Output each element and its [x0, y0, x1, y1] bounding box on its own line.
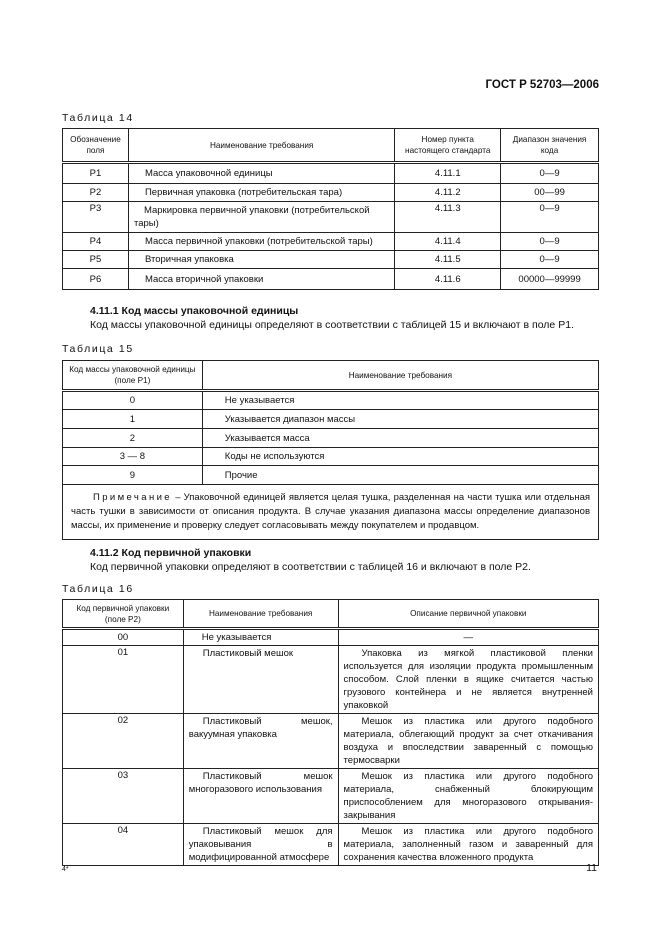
- table-cell: 9: [63, 466, 203, 485]
- table-cell: 4.11.6: [395, 269, 501, 290]
- table-row: [63, 202, 599, 233]
- page-number: 11: [586, 862, 597, 874]
- note-text: – Упаковочной единицей является целая тушка, разделенная на части тушка или отдельная часть тушки в зависимости от описания продукта. В случае указания диапазона массы определение диапазонов массы, их применение и проверку следует согласовывать между покупателем и продавцом.: [71, 492, 590, 531]
- table15-header: Код массы упаковочной единицы (поле P1): [63, 361, 203, 391]
- table-row: [63, 163, 599, 184]
- table-row: [63, 824, 599, 866]
- table15-note: [63, 485, 599, 540]
- table-cell: 3 — 8: [63, 448, 203, 466]
- section-title: 4.11.2 Код первичной упаковки: [90, 547, 252, 559]
- table-row: [63, 184, 599, 202]
- table-cell: 4.11.2: [395, 184, 501, 202]
- footer-sheet-mark: 4*: [62, 866, 69, 873]
- table-cell: 4.11.5: [395, 251, 501, 269]
- document-header: ГОСТ Р 52703—2006: [485, 79, 599, 91]
- note-label: Примечание: [93, 492, 172, 503]
- table-cell: Пластиковый мешок многоразового использования: [183, 769, 338, 824]
- table-row: [63, 646, 599, 714]
- section-text: Код массы упаковочной единицы определяют в соответствии с таблицей 15 и включают в поле P1.: [90, 319, 574, 331]
- table-cell: Указывается масса: [202, 429, 598, 448]
- table-row: [63, 429, 599, 448]
- table-cell: 1: [63, 410, 203, 429]
- table-cell: Мешок из пластика или другого подобного материала, снабженный блокирующим приспособлением для многоразового открывания-закрывания: [338, 769, 598, 824]
- table-cell: 00000—99999: [501, 269, 599, 290]
- table-note-row: [63, 485, 599, 540]
- table-cell: 04: [63, 824, 184, 866]
- table15: [62, 360, 599, 540]
- table-row: [63, 391, 599, 410]
- table-row: [63, 269, 599, 290]
- table-cell: 0—9: [501, 251, 599, 269]
- table16-caption: Таблица 16: [62, 583, 134, 595]
- table-cell: P3: [63, 202, 129, 233]
- table-cell: Вторичная упаковка: [128, 251, 394, 269]
- table14: [62, 128, 599, 290]
- table-cell: 00: [63, 629, 184, 646]
- table-cell: Указывается диапазон массы: [202, 410, 598, 429]
- table-cell: Пластиковый мешок, вакуумная упаковка: [183, 714, 338, 769]
- table16-header: Код первичной упаковки (поле P2): [63, 600, 184, 629]
- table-cell: 00—99: [501, 184, 599, 202]
- table-row: [63, 251, 599, 269]
- table-cell: Коды не используются: [202, 448, 598, 466]
- table16-header: Наименование требования: [183, 600, 338, 629]
- table-cell: P5: [63, 251, 129, 269]
- table-cell: Масса вторичной упаковки: [128, 269, 394, 290]
- table-cell: Пластиковый мешок для упаковывания в модифицированной атмосфере: [183, 824, 338, 866]
- table-cell: Не указывается: [183, 629, 338, 646]
- table-cell: P2: [63, 184, 129, 202]
- table16: [62, 599, 599, 866]
- table-cell: 01: [63, 646, 184, 714]
- table-cell: Масса упаковочной единицы: [128, 163, 394, 184]
- table-cell: Пластиковый мешок: [183, 646, 338, 714]
- table-cell: Первичная упаковка (потребительская тара): [128, 184, 394, 202]
- table14-caption: Таблица 14: [62, 112, 134, 124]
- table-cell: Масса первичной упаковки (потребительской тары): [128, 233, 394, 251]
- table-cell: Не указывается: [202, 391, 598, 410]
- table-cell: 4.11.1: [395, 163, 501, 184]
- table-row: [63, 714, 599, 769]
- table-cell: 02: [63, 714, 184, 769]
- section-text: Код первичной упаковки определяют в соответствии с таблицей 16 и включают в поле P2.: [90, 561, 531, 573]
- table-row: [63, 448, 599, 466]
- table16-header: Описание первичной упаковки: [338, 600, 598, 629]
- table-cell: 0—9: [501, 233, 599, 251]
- table-cell: Прочие: [202, 466, 598, 485]
- table-row: [63, 410, 599, 429]
- table-cell: Маркировка первичной упаковки (потребительской тары): [128, 202, 394, 233]
- table14-header: Номер пункта настоящего стандарта: [395, 129, 501, 163]
- table-row: [63, 233, 599, 251]
- table-cell: Упаковка из мягкой пластиковой пленки используется для изоляции продукта промышленным способом. Слой пленки в ящике считается частью грузового контейнера и не является внутренней упаковкой: [338, 646, 598, 714]
- table14-header: Наименование требования: [128, 129, 394, 163]
- table-cell: P4: [63, 233, 129, 251]
- table-cell: Мешок из пластика или другого подобного материала, заполненный газом и заваренный для сохранения качества вложенного продукта: [338, 824, 598, 866]
- table-row: [63, 466, 599, 485]
- table-cell: P6: [63, 269, 129, 290]
- table-cell: Мешок из пластика или другого подобного материала, облегающий продукт за счет откачивания воздуха и впоследствии заваренный с помощью термосварки: [338, 714, 598, 769]
- section-title: 4.11.1 Код массы упаковочной единицы: [90, 305, 299, 317]
- table-cell: 2: [63, 429, 203, 448]
- table-cell: 0—9: [501, 163, 599, 184]
- table-row: [63, 769, 599, 824]
- table15-header: Наименование требования: [202, 361, 598, 391]
- table14-header: Обозначение поля: [63, 129, 129, 163]
- table-cell: 03: [63, 769, 184, 824]
- table-cell: 0—9: [501, 202, 599, 233]
- table15-caption: Таблица 15: [62, 343, 134, 355]
- table-cell: —: [338, 629, 598, 646]
- table-cell: 4.11.3: [395, 202, 501, 233]
- table-cell: P1: [63, 163, 129, 184]
- table14-header: Диапазон значения кода: [501, 129, 599, 163]
- table-cell: 4.11.4: [395, 233, 501, 251]
- table-row: [63, 629, 599, 646]
- table-cell: 0: [63, 391, 203, 410]
